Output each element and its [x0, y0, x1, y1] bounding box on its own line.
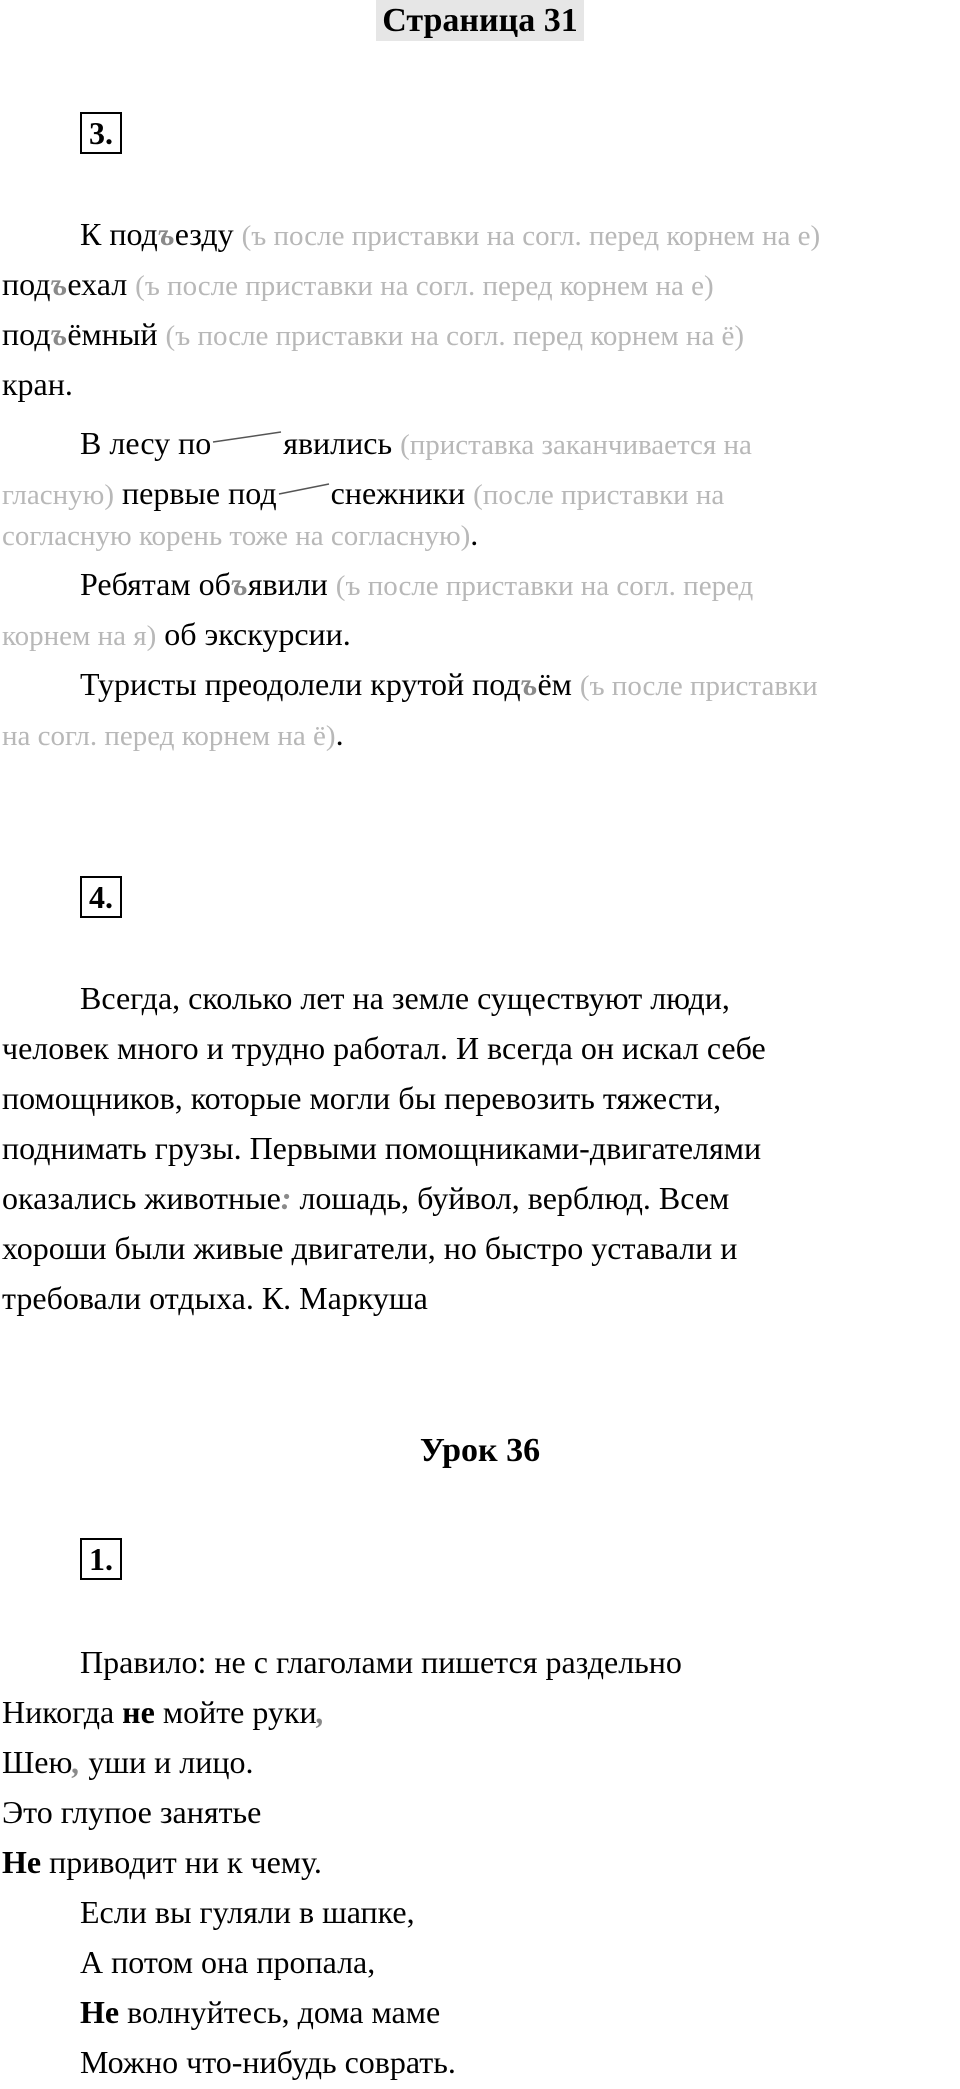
ex4-line-2: человек много и трудно работал. И всегда он искал себе [2, 1030, 766, 1066]
hint: согласную корень тоже на согласную) [2, 520, 471, 552]
text: под [2, 316, 51, 352]
hyphen-gap-mark [211, 414, 283, 454]
hint: (ъ после приставки на согл. перед [335, 570, 754, 602]
text: ём [537, 666, 572, 702]
bold-text: не [122, 1694, 155, 1730]
ex4-line-5 [2, 1178, 729, 1218]
colon-mark: : [280, 1180, 292, 1216]
lesson-title: Урок 36 [419, 1432, 541, 1469]
text: Никогда [2, 1694, 123, 1730]
gap-line-icon [211, 414, 283, 454]
ex4-line-7: требовали отдыха. К. Маркуша [2, 1280, 428, 1316]
hint: гласную) [2, 479, 114, 511]
text: явились [283, 425, 393, 461]
hard-sign-mark: ъ [230, 566, 248, 602]
hint: (ъ после приставки на согл. перед корнем на ё) [165, 320, 745, 352]
ex3-line-2 [2, 264, 714, 306]
hard-sign-mark: ъ [157, 216, 175, 252]
hint: корнем на я) [2, 620, 157, 652]
ex4-line-4: поднимать грузы. Первыми помощниками-двигателями [2, 1130, 762, 1166]
text: Туристы преодолели крутой под [80, 666, 521, 702]
poem-line-7 [80, 1992, 440, 2032]
hard-sign-mark: ъ [50, 266, 68, 302]
poem-line-6: А потом она пропала, [80, 1944, 376, 1980]
hint: на согл. перед корнем на ё) [2, 720, 336, 752]
text: об экскурсии. [164, 616, 351, 652]
poem-line-5: Если вы гуляли в шапке, [80, 1894, 415, 1930]
text: ёмный [67, 316, 158, 352]
bold-text: Не [2, 1844, 42, 1880]
text: волнуйтесь, дома маме [119, 1994, 441, 2030]
text: лошадь, буйвол, верблюд. Всем [291, 1180, 730, 1216]
poem-line-8: Можно что-нибудь соврать. [80, 2044, 456, 2080]
hint: (ъ после приставки на согл. перед корнем на е) [241, 220, 821, 252]
ex3-line-6 [2, 464, 724, 515]
poem-line-1 [2, 1692, 325, 1732]
text: ехал [67, 266, 128, 302]
text: снежники [330, 475, 466, 511]
ex3-line-9 [2, 614, 351, 656]
poem-line-4 [2, 1842, 322, 1882]
hard-sign-mark: ъ [50, 316, 68, 352]
ex4-line-3: помощников, которые могли бы перевозить тяжести, [2, 1080, 722, 1116]
page-title-text: Страница 31 [376, 0, 583, 41]
ex3-line-3 [2, 314, 744, 356]
poem-line-3: Это глупое занятье [2, 1794, 262, 1830]
text: явили [247, 566, 328, 602]
poem-line-2 [2, 1742, 254, 1782]
ex3-line-5 [80, 414, 752, 465]
text: К под [80, 216, 158, 252]
ex4-line-6: хороши были живые двигатели, но быстро уставали и [2, 1230, 738, 1266]
ex3-line-4 [2, 364, 73, 404]
rule-line: Правило: не с глаголами пишется раздельно [80, 1644, 682, 1680]
text: первые под [121, 475, 277, 511]
ex3-line-10 [80, 664, 818, 706]
hint: (приставка заканчивается на [400, 429, 752, 461]
text: . [335, 716, 344, 752]
bold-text: Не [80, 1994, 120, 2030]
hint: (ъ после приставки [579, 670, 818, 702]
hint: (после приставки на [473, 479, 725, 511]
ex3-line-7 [2, 514, 478, 556]
text: езду [174, 216, 234, 252]
gap-line-icon [277, 464, 331, 504]
text: под [2, 266, 51, 302]
text: мойте руки [154, 1694, 317, 1730]
ex3-line-8 [80, 564, 753, 606]
ex4-line-1: Всегда, сколько лет на земле существуют люди, [80, 980, 730, 1016]
ex3-line-1 [80, 214, 820, 256]
exercise-4-number: 4. [80, 876, 122, 918]
text: кран. [2, 366, 73, 402]
text: уши и лицо. [80, 1744, 254, 1780]
text: В лесу по [80, 425, 212, 461]
exercise-3-number: 3. [80, 112, 122, 154]
hyphen-gap-mark [277, 464, 331, 504]
lesson-exercise-1-number: 1. [80, 1538, 122, 1580]
hint: (ъ после приставки на согл. перед корнем на е) [135, 270, 714, 302]
comma-mark: , [72, 1744, 81, 1780]
text: оказались животные [2, 1180, 281, 1216]
page-title [0, 2, 960, 40]
text: приводит ни к чему. [41, 1844, 322, 1880]
text: Шею [2, 1744, 73, 1780]
hard-sign-mark: ъ [520, 666, 538, 702]
text: Ребятам об [80, 566, 231, 602]
text: . [470, 516, 479, 552]
ex3-line-11 [2, 714, 344, 756]
comma-mark: , [316, 1694, 325, 1730]
